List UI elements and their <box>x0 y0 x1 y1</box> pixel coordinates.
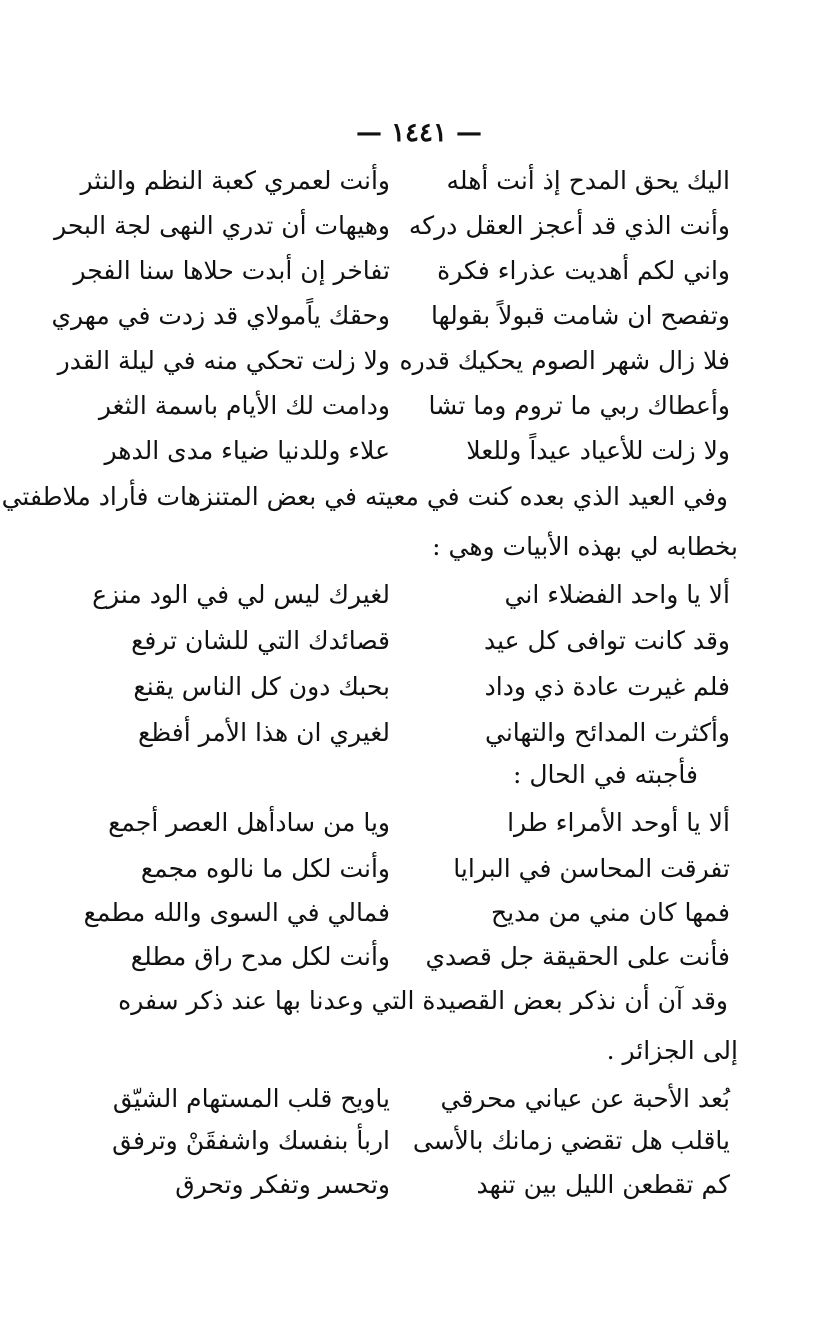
verse <box>57 338 730 384</box>
hemistich-second: وأنت لكل ما نالوه مجمع <box>140 854 390 883</box>
hemistich-second: قصائدك التي للشان ترفع <box>131 626 390 655</box>
hemistich-second: وهيهات أن تدري النهى لجة البحر <box>54 211 390 240</box>
hemistich-first: فمها كان مني من مديح <box>490 898 730 927</box>
verse <box>90 846 730 892</box>
verse <box>83 890 730 936</box>
hemistich-first: فأنت على الحقيقة جل قصدي <box>425 942 730 971</box>
verse <box>90 710 730 756</box>
verse <box>90 428 730 474</box>
verse <box>90 800 730 846</box>
hemistich-second: اربأ بنفسك واشفقَنْ وترفق <box>112 1126 390 1155</box>
hemistich-second: فمالي في السوى والله مطمع <box>83 898 390 927</box>
hemistich-second: وأنت لكل مدح راق مطلع <box>130 942 390 971</box>
verse <box>90 934 730 980</box>
prose-line: وفي العيد الذي بعده كنت في معيته في بعض المتنزهات فأراد ملاطفتي <box>1 482 728 511</box>
prose-line: فأجبته في الحال : <box>512 760 698 789</box>
hemistich-first: فلا زال شهر الصوم يحكيك قدره <box>399 346 730 375</box>
hemistich-second: ياويح قلب المستهام الشيّق <box>112 1084 390 1113</box>
verse <box>73 248 730 294</box>
hemistich-first: ألا يا أوحد الأمراء طرا <box>507 808 730 837</box>
verse <box>90 664 730 710</box>
hemistich-first: وأكثرت المدائح والتهاني <box>485 718 730 747</box>
verse <box>54 203 730 249</box>
hemistich-second: وتحسر وتفكر وتحرق <box>175 1170 390 1199</box>
prose-line: إلى الجزائر . <box>606 1036 738 1065</box>
hemistich-first: وقد كانت توافى كل عيد <box>484 626 730 655</box>
hemistich-second: لغيرك ليس لي في الود منزع <box>92 580 390 609</box>
hemistich-second: ولا زلت تحكي منه في ليلة القدر <box>57 346 390 375</box>
page-number: — ١٤٤١ — <box>356 118 482 148</box>
hemistich-first: وتفصح ان شامت قبولاً بقولها <box>430 301 730 330</box>
prose-line: وقد آن أن نذكر بعض القصيدة التي وعدنا بها عند ذكر سفره <box>118 986 728 1015</box>
hemistich-second: وأنت لعمري كعبة النظم والنثر <box>80 166 390 195</box>
hemistich-first: فلم غيرت عادة ذي وداد <box>484 672 730 701</box>
hemistich-second: بحبك دون كل الناس يقنع <box>133 672 390 701</box>
verse <box>51 293 730 339</box>
hemistich-first: ولا زلت للأعياد عيداً وللعلا <box>466 436 730 465</box>
verse <box>90 618 730 664</box>
hemistich-first: واني لكم أهديت عذراء فكرة <box>437 256 730 285</box>
hemistich-second: وحقك ياًمولاي قد زدت في مهري <box>51 301 390 330</box>
verse <box>80 158 730 204</box>
hemistich-first: اليك يحق المدح إذ أنت أهله <box>446 166 730 195</box>
verse <box>90 1076 730 1122</box>
hemistich-first: تفرقت المحاسن في البرايا <box>453 854 730 883</box>
hemistich-first: ألا يا واحد الفضلاء اني <box>504 580 730 609</box>
hemistich-second: تفاخر إن أبدت حلاها سنا الفجر <box>73 256 390 285</box>
hemistich-second: لغيري ان هذا الأمر أفظع <box>137 718 390 747</box>
hemistich-first: وأعطاك ربي ما تروم وما تشا <box>428 391 730 420</box>
prose-line: بخطابه لي بهذه الأبيات وهي : <box>432 532 738 561</box>
hemistich-first: ياقلب هل تقضي زمانك بالأسى <box>412 1126 730 1155</box>
hemistich-first: بُعد الأحبة عن عياني محرقي <box>440 1084 730 1113</box>
hemistich-first: كم تقطعن الليل بين تنهد <box>476 1170 730 1199</box>
verse <box>90 572 730 618</box>
verse <box>90 1162 730 1208</box>
hemistich-first: وأنت الذي قد أعجز العقل دركه <box>408 211 730 240</box>
verse <box>90 1118 730 1164</box>
hemistich-second: علاء وللدنيا ضياء مدى الدهر <box>104 436 390 465</box>
hemistich-second: ودامت لك الأيام باسمة الثغر <box>98 391 390 420</box>
verse <box>90 383 730 429</box>
hemistich-second: ويا من سادأهل العصر أجمع <box>108 808 390 837</box>
